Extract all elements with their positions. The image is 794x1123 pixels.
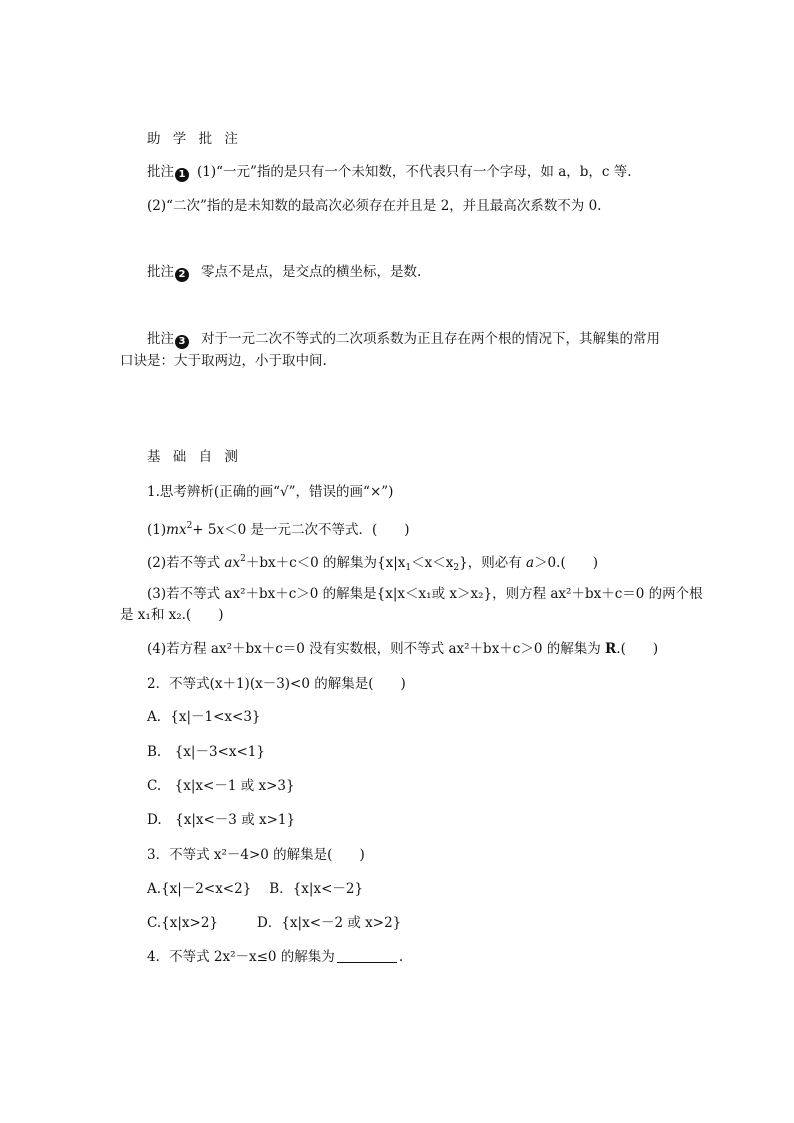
q3-option-b: B．{x|x<－2} (269, 881, 364, 897)
q1-item-4-R: R (605, 641, 617, 657)
note-2-badge-icon: 2 (175, 268, 189, 282)
q1-item-3-line-2: 是 x₁和 x₂.( ) (120, 607, 224, 623)
q1-item-2-end: ＞0.( ) (534, 555, 598, 571)
q4-end: . (398, 949, 404, 965)
note-3-badge-icon: 3 (175, 335, 189, 349)
note-label: 批注 (147, 264, 174, 280)
q4-stem: 4．不等式 2x²－x≤0 的解集为 (147, 949, 335, 965)
q2-option-a: A．{x|－1<x<3} (147, 709, 261, 725)
q3-option-a: A.{x|－2<x<2} (147, 881, 252, 897)
note-label: 批注 (147, 164, 174, 180)
q1-item-3-line-1: (3)若不等式 ax²＋bx＋c＞0 的解集是{x|x＜x₁或 x＞x₂}，则方程 ax²＋bx＋c＝0 的两个根 (147, 586, 703, 602)
q1-item-1: $(1)mx^2+ 5x<0$ 是一元二次不等式．( ) (147, 521, 410, 538)
note-1-line-1 (147, 162, 632, 182)
q4 (147, 947, 403, 967)
q1-item-2-mid: ＋bx＋c＜0 的解集为{ (245, 555, 386, 571)
q1-item-4-post: .( ) (616, 641, 659, 657)
q2-option-d: D. {x|x<－3 或 x>1} (147, 812, 296, 828)
q1-item-2-a: a (526, 555, 535, 571)
note-3-line-2: 口诀是：大于取两边，小于取中间. (120, 353, 327, 369)
q1-item-4 (147, 639, 658, 659)
q3-option-d: D．{x|x<－2 或 x>2} (257, 915, 402, 931)
q2-stem: 2．不等式(x＋1)(x－3)<0 的解集是( ) (147, 676, 406, 692)
notes-heading: 助 学 批 注 (147, 131, 242, 147)
note-1-badge-icon: 1 (175, 168, 189, 182)
q1-item-2-pre: (2)若不等式 (147, 555, 225, 571)
q1-item-1-post: ＜0 是一元二次不等式．( ) (224, 522, 410, 538)
q1-title: 1.思考辨析(正确的画“√”，错误的画“×”) (147, 484, 394, 500)
q4-answer-blank[interactable] (337, 948, 397, 963)
q1-item-1-x2: x (216, 522, 225, 538)
q1-item-2: (2)若不等式 $ax^2+bx+c<0$ 的解集为$\{x|x_1<x<x_2\}$，则必有 a＞0.( ) (147, 554, 598, 573)
note-2-text: 零点不是点，是交点的横坐标，是数. (201, 264, 422, 280)
q1-item-2-lt: ＜x＜x (411, 555, 454, 571)
q1-item-1-pre: (1) (147, 522, 167, 538)
note-3-text-1: 对于一元二次不等式的二次项系数为正且存在两个根的情况下，其解集的常用 (201, 331, 660, 347)
q3-option-c: C.{x|x>2} (147, 915, 218, 931)
q1-item-2-ax: ax (224, 555, 241, 571)
q2-option-b: B. {x|－3<x<1} (147, 744, 265, 760)
q1-item-1-mid: + 5 (192, 522, 217, 538)
note-2 (147, 262, 421, 282)
q1-item-2-sub2: 2 (453, 563, 460, 573)
note-1-text-1: (1)“一元”指的是只有一个未知数，不代表只有一个字母，如 a，b，c 等. (197, 164, 632, 180)
q1-item-1-x: x (178, 522, 187, 538)
q1-item-2-sub1: 1 (405, 563, 412, 573)
q3-options-row-2 (147, 913, 401, 933)
q2-option-c: C. {x|x<－1 或 x>3} (147, 778, 295, 794)
q3-stem: 3．不等式 x²－4>0 的解集是( ) (147, 847, 365, 863)
test-heading: 基 础 自 测 (147, 449, 242, 465)
q1-item-1-m: m (166, 522, 179, 538)
q3-options-row-1 (147, 879, 363, 899)
note-3-line-1 (147, 329, 660, 349)
q1-item-2-set: x|x (385, 555, 406, 571)
note-1-line-2: (2)“二次”指的是未知数的最高次必须存在并且是 2，并且最高次系数不为 0. (147, 198, 602, 214)
q1-item-4-pre: (4)若方程 ax²＋bx＋c＝0 没有实数根，则不等式 ax²＋bx＋c＞0 的解集为 (147, 641, 606, 657)
note-label: 批注 (147, 331, 174, 347)
q1-item-2-post: }，则必有 (459, 555, 526, 571)
